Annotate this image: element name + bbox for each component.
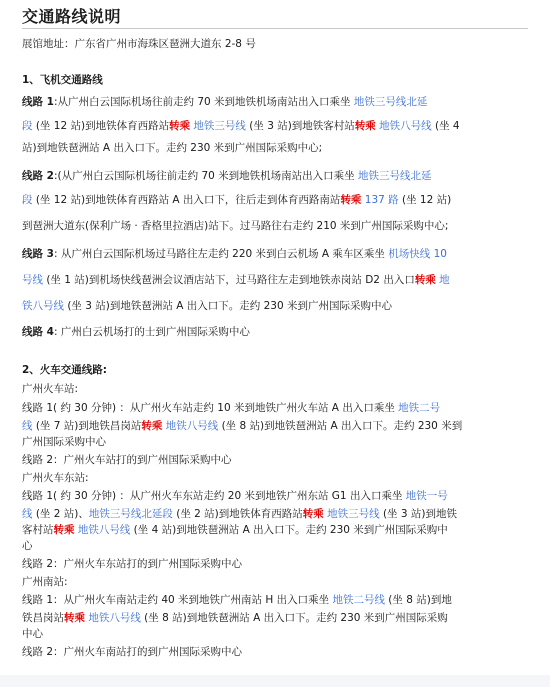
route-text: 铁昌岗站 (22, 612, 64, 624)
route-text: (坐 12 站)到地铁体育西路站 A 出入口下，往后走到体育西路南站 (32, 194, 341, 206)
flight-route-2-line-3: 到琶洲大道东(保利广场 · 香格里拉酒店)站下。过马路往右走约 210 米到广州国际采购中心; (22, 220, 449, 232)
transfer-label: 转乘 (340, 194, 362, 206)
train-s3-route-1-line-1 (22, 592, 452, 607)
transfer-label: 转乘 (53, 524, 75, 536)
train-s2-route-2: 线路 2：广州火车东站打的到广州国际采购中心 (22, 558, 243, 570)
flight-route-2-line-2 (22, 192, 451, 207)
address-value: 广东省广州市海珠区琶洲大道东 2-8 号 (74, 38, 256, 50)
metro-link[interactable]: 地铁三号线 (323, 508, 380, 520)
flight-route-1-label: 线路 1 (22, 96, 54, 108)
airport-express-link[interactable]: 机场快线 10 (388, 248, 447, 260)
route-text: : 广州白云机场打的士到广州国际采购中心 (53, 326, 250, 338)
page-footer-bar (0, 675, 550, 687)
transfer-label: 转乘 (354, 120, 376, 132)
section-1-heading: 1、飞机交通路线 (22, 74, 103, 86)
route-text: (坐 2 站)到地铁体育西路站 (172, 508, 303, 520)
metro-link[interactable]: 地 (435, 274, 450, 286)
airport-express-link[interactable]: 号线 (22, 274, 43, 286)
station-south-label: 广州南站: (22, 576, 68, 588)
route-text: (坐 4 站)到地铁琶洲站 A 出入口下。走约 230 米到广州国际采购中 (130, 524, 448, 536)
flight-route-3-line-2 (22, 272, 450, 287)
address-line (22, 36, 256, 51)
metro-link[interactable]: 线 (22, 508, 33, 520)
train-s2-route-1-line-2 (22, 506, 457, 521)
metro-link[interactable]: 地铁三号线北延 (357, 170, 432, 182)
transfer-label: 转乘 (302, 508, 324, 520)
train-s2-route-1-line-3 (22, 522, 448, 537)
metro-link[interactable]: 地铁三号线北延段 (88, 508, 173, 520)
title-divider (22, 28, 528, 29)
metro-link[interactable]: 线 (22, 420, 33, 432)
train-s2-route-1-line-4: 心 (22, 540, 33, 552)
metro-link[interactable]: 地铁三号线 (190, 120, 246, 132)
route-text: 线路 1：从广州火车南站走约 40 米到地铁广州南站 H 出入口乘坐 (22, 594, 333, 606)
metro-link[interactable]: 地铁二号 (398, 402, 441, 414)
route-text: (坐 8 站)到地 (384, 594, 452, 606)
section-2-heading: 2、火车交通线路: (22, 364, 108, 376)
route-text: 线路 1( 约 30 分钟) ：从广州火车站走约 10 米到地铁广州火车站 A 出入口乘坐 (22, 402, 399, 414)
train-s1-route-2: 线路 2：广州火车站打的到广州国际采购中心 (22, 454, 232, 466)
train-s1-route-1-line-1 (22, 400, 440, 415)
route-text: (坐 3 站)到地铁 (379, 508, 458, 520)
bus-link[interactable]: 137 路 (361, 194, 399, 206)
metro-link[interactable]: 地铁三号线北延 (353, 96, 428, 108)
flight-route-1-line-1 (22, 94, 427, 109)
metro-link[interactable]: 段 (22, 194, 33, 206)
metro-link[interactable]: 段 (22, 120, 33, 132)
route-text: (坐 3 站)到地铁客村站 (245, 120, 355, 132)
flight-route-4-label: 线路 4 (22, 326, 54, 338)
train-s3-route-1-line-3: 中心 (22, 628, 43, 640)
train-s3-route-2: 线路 2：广州火车南站打的到广州国际采购中心 (22, 646, 243, 658)
route-text: (坐 8 站)到地铁琶洲站 A 出入口下。走约 230 米到 (218, 420, 463, 432)
flight-route-2-line-1 (22, 168, 431, 183)
transfer-label: 转乘 (64, 612, 85, 624)
metro-link[interactable]: 铁八号线 (22, 300, 64, 312)
metro-link[interactable]: 地铁八号线 (74, 524, 131, 536)
flight-route-3-line-3 (22, 298, 392, 313)
flight-route-3-line-1 (22, 246, 447, 261)
route-text: (坐 2 站)、 (32, 508, 89, 520)
route-text: : 从广州白云国际机场过马路往左走约 220 米到白云机场 A 乘车区乘坐 (53, 248, 389, 260)
flight-route-4-line (22, 324, 250, 339)
page-title: 交通路线说明 (22, 7, 122, 26)
metro-link[interactable]: 地铁一号 (405, 490, 448, 502)
route-text: (坐 8 站)到地铁琶洲站 A 出入口下。走约 230 米到广州国际采购 (140, 612, 448, 624)
transfer-label: 转乘 (414, 274, 436, 286)
route-text: 客村站 (22, 524, 54, 536)
train-s2-route-1-line-1 (22, 488, 448, 503)
train-s1-route-1-line-2 (22, 418, 462, 433)
route-text: (坐 12 站)到地铁体育西路站 (32, 120, 170, 132)
metro-link[interactable]: 地铁八号线 (85, 612, 141, 624)
route-text: :(从广州白云国际机场往前走约 70 米到地铁机场南站出入口乘坐 (53, 170, 358, 182)
route-text: (坐 7 站)到地铁昌岗站 (32, 420, 142, 432)
route-text: 线路 1( 约 30 分钟) ：从广州火车东站走约 20 米到地铁广州东站 G1 出入口乘坐 (22, 490, 406, 502)
route-text: (坐 12 站) (398, 194, 452, 206)
train-s3-route-1-line-2 (22, 610, 448, 625)
route-text: (坐 1 站)到机场快线琶洲会议酒店站下，过马路往左走到地铁赤岗站 D2 出入口 (43, 274, 415, 286)
flight-route-2-label: 线路 2 (22, 170, 54, 182)
address-label: 展馆地址： (22, 38, 75, 50)
metro-link[interactable]: 地铁八号线 (162, 420, 219, 432)
flight-route-1-line-3: 站)到地铁琶洲站 A 出入口下。走约 230 米到广州国际采购中心; (22, 142, 323, 154)
transfer-label: 转乘 (169, 120, 191, 132)
route-text: (坐 4 (431, 120, 460, 132)
transfer-label: 转乘 (141, 420, 163, 432)
station-east-label: 广州火车东站: (22, 472, 89, 484)
route-text: :从广州白云国际机场往前走约 70 米到地铁机场南站出入口乘坐 (53, 96, 354, 108)
flight-route-3-label: 线路 3 (22, 248, 54, 260)
metro-link[interactable]: 地铁八号线 (375, 120, 432, 132)
route-text: (坐 3 站)到地铁琶洲站 A 出入口下。走约 230 米到广州国际采购中心 (64, 300, 392, 312)
train-s1-route-1-line-3: 广州国际采购中心 (22, 436, 106, 448)
flight-route-1-line-2 (22, 118, 460, 133)
station-guangzhou-label: 广州火车站: (22, 383, 79, 395)
metro-link[interactable]: 地铁二号线 (332, 594, 385, 606)
